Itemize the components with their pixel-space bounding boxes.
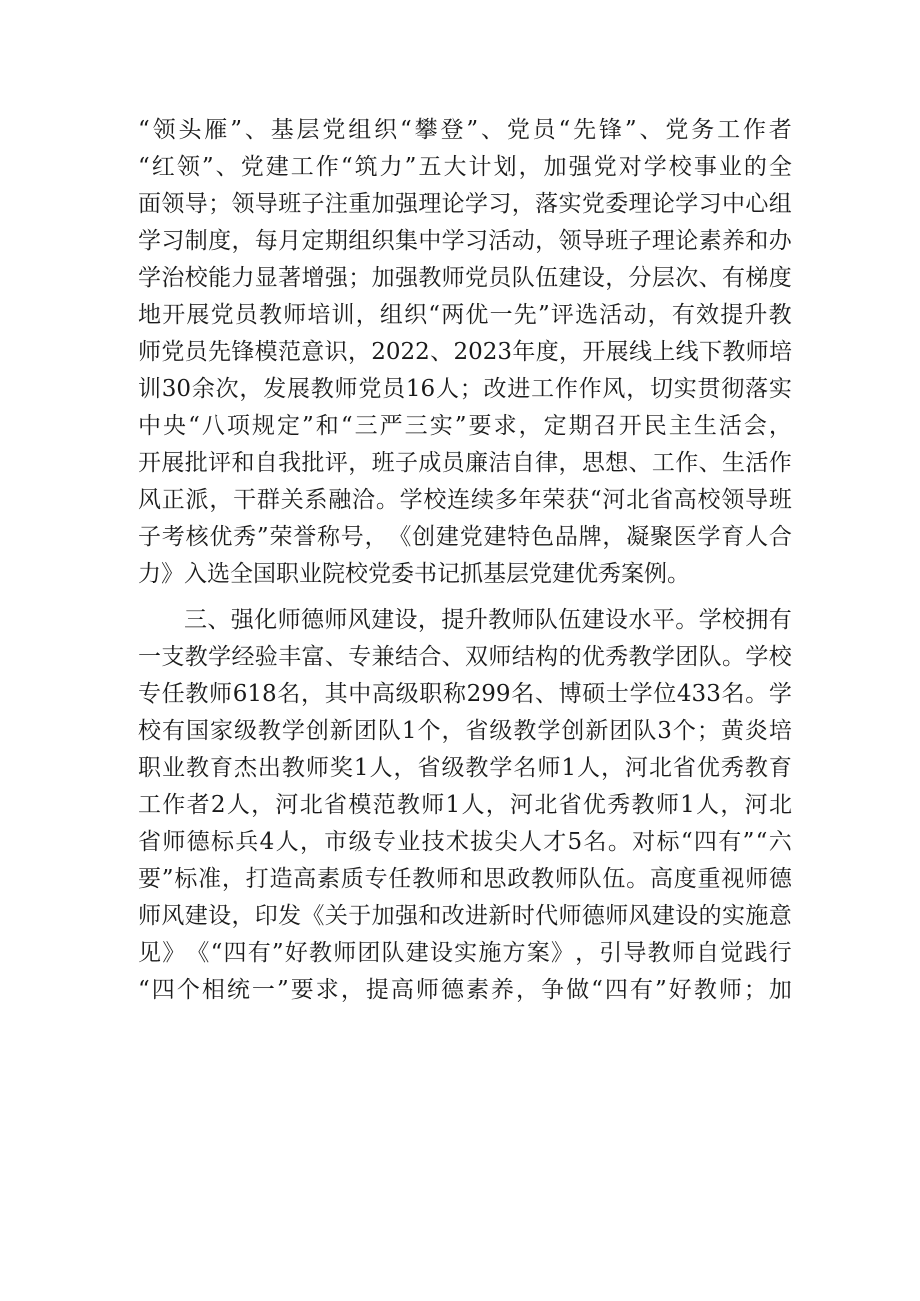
text-line: 面 领 导 ； 领 导 班 子 注 重 加 强 理 论 学 习 ， 落 实 党 委 理 论 学 习 中 心 组 xyxy=(138,191,792,217)
text-line: 要 ” 标 准 ， 打 造 高 素 质 专 任 教 师 和 思 政 教 师 队 伍 。 高 度 重 视 师 德 xyxy=(138,866,792,892)
text-line: 一 支 教 学 经 验 丰 富 、 专 兼 结 合 、 双 师 结 构 的 优 秀 教 学 团 队 。 学 校 xyxy=(138,644,792,670)
text-line: “ 四 个 相 统 一 ” 要 求 ， 提 高 师 德 素 养 ， 争 做 “ 四 有 ” 好 教 师 ； 加 xyxy=(138,977,792,1003)
text-line: 师 风 建 设 ， 印 发 《 关 于 加 强 和 改 进 新 时 代 师 德 师 风 建 设 的 实 施 意 xyxy=(138,903,792,929)
text-line: “ 领 头 雁 ” 、 基 层 党 组 织 “ 攀 登 ” 、 党 员 “ 先 锋 ” 、 党 务 工 作 者 xyxy=(138,117,792,143)
text-line: 子 考 核 优 秀 ” 荣 誉 称 号 ， 《 创 建 党 建 特 色 品 牌 ， 凝 聚 医 学 育 人 合 xyxy=(138,524,792,550)
text-line: 开 展 批 评 和 自 我 批 评 ， 班 子 成 员 廉 洁 自 律 ， 思 想 、 工 作 、 生 活 作 xyxy=(138,450,792,476)
text-line: 工 作 者 2 人 ， 河 北 省 模 范 教 师 1 人 ， 河 北 省 优 秀 教 师 1 人 ， 河 北 xyxy=(138,792,792,818)
paragraph-party-leadership xyxy=(138,112,792,593)
text-line: 风 正 派 ， 干 群 关 系 融 洽 。 学 校 连 续 多 年 荣 获 “ 河 北 省 高 校 领 导 班 xyxy=(138,487,792,513)
text-line: 学 治 校 能 力 显 著 增 强 ； 加 强 教 师 党 员 队 伍 建 设 ， 分 层 次 、 有 梯 度 xyxy=(138,265,792,291)
text-line: 师 党 员 先 锋 模 范 意 识 ， 2022 、 2023 年 度 ， 开 展 线 上 线 下 教 师 培 xyxy=(138,339,792,365)
body-text xyxy=(138,112,792,1009)
text-line: 训 30 余 次 ， 发 展 教 师 党 员 16 人 ； 改 进 工 作 作 风 ， 切 实 贯 彻 落 实 xyxy=(138,376,792,402)
text-line: “ 红 领 ” 、 党 建 工 作 “ 筑 力 ” 五 大 计 划 ， 加 强 党 对 学 校 事 业 的 全 xyxy=(138,154,792,180)
paragraph-gap xyxy=(138,593,792,602)
text-line: 力》入选全国职业院校党委书记抓基层党建优秀案例。 xyxy=(138,561,690,587)
text-line: 校 有 国 家 级 教 学 创 新 团 队 1 个 ， 省 级 教 学 创 新 团 队 3 个 ； 黄 炎 培 xyxy=(138,718,792,744)
text-line: 地 开 展 党 员 教 师 培 训 ， 组 织 “ 两 优 一 先 ” 评 选 活 动 ， 有 效 提 升 教 xyxy=(138,302,792,328)
text-line: 职 业 教 育 杰 出 教 师 奖 1 人 ， 省 级 教 学 名 师 1 人 ， 河 北 省 优 秀 教 育 xyxy=(138,755,792,781)
text-line: 见 》 《 “ 四 有 ” 好 教 师 团 队 建 设 实 施 方 案 》 ， 引 导 教 师 自 觉 践 行 xyxy=(138,940,792,966)
paragraph-teacher-ethics xyxy=(138,602,792,1009)
text-line: 省 师 德 标 兵 4 人 ， 市 级 专 业 技 术 拔 尖 人 才 5 名 。 对 标 “ 四 有 ” “ 六 xyxy=(138,829,792,855)
text-line: 中 央 “ 八 项 规 定 ” 和 “ 三 严 三 实 ” 要 求 ， 定 期 召 开 民 主 生 活 会 ， xyxy=(138,413,792,439)
section-heading-line: 三 、 强 化 师 德 师 风 建 设 ， 提 升 教 师 队 伍 建 设 水 平 。 学 校 拥 有 xyxy=(184,607,792,633)
text-line: 学 习 制 度 ， 每 月 定 期 组 织 集 中 学 习 活 动 ， 领 导 班 子 理 论 素 养 和 办 xyxy=(138,228,792,254)
text-line: 专 任 教 师 618 名 ， 其 中 高 级 职 称 299 名 、 博 硕 士 学 位 433 名 。 学 xyxy=(138,681,792,707)
